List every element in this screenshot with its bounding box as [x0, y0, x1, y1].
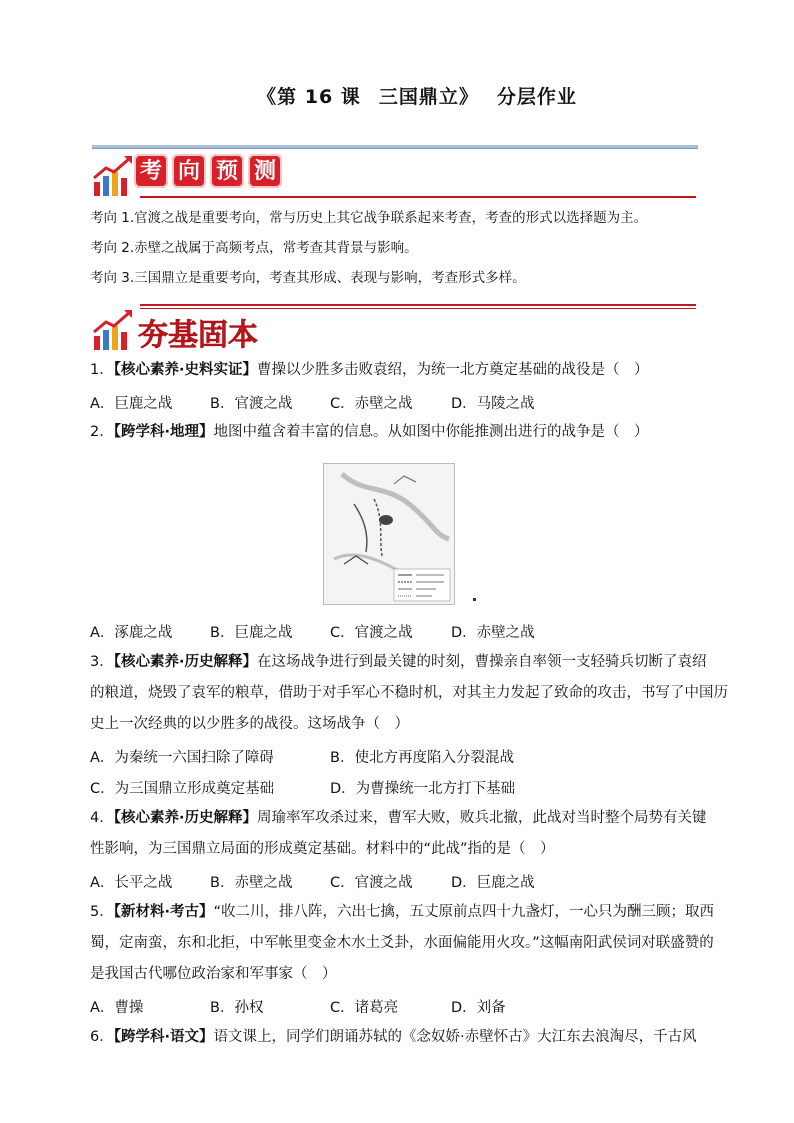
question-number: 2．	[90, 424, 114, 440]
exam-point-2: 考向 2.赤壁之战属于高频考点，常考查其背景与影响。	[90, 240, 418, 256]
option-c[interactable]: C．为三国鼎立形成奠定基础	[90, 781, 275, 797]
question-text: 周瑜率军攻杀过来，曹军大败，败兵北撤，此战对当时整个局势有关键	[257, 810, 707, 826]
question-text: 曹操以少胜多击败袁绍，为统一北方奠定基础的战役是（ ）	[257, 362, 649, 378]
option-c[interactable]: C．赤壁之战	[330, 396, 413, 412]
question-tag: 【核心素养·历史解释】	[113, 810, 257, 826]
title-part-3: 分层作业	[496, 86, 577, 108]
question-number: 6．	[90, 1029, 114, 1045]
question-number: 5．	[90, 904, 114, 920]
title-part-2: 三国鼎立》	[378, 86, 479, 108]
option-a[interactable]: A．曹操	[90, 1000, 144, 1016]
question-3-line-3: 史上一次经典的以少胜多的战役。这场战争（ ）	[90, 716, 409, 732]
question-tag: 【跨学科·语文】	[113, 1029, 214, 1045]
growth-chart-icon	[92, 152, 136, 198]
option-b[interactable]: B．官渡之战	[210, 396, 293, 412]
question-1	[90, 360, 649, 380]
option-a[interactable]: A．长平之战	[90, 875, 173, 891]
question-text: 在这场战争进行到最关键的时刻，曹操亲自率领一支轻骑兵切断了袁绍	[257, 654, 707, 670]
title-part-1: 《第 16 课	[257, 86, 361, 108]
banner-underline	[140, 196, 696, 198]
option-b[interactable]: B．孙权	[210, 1000, 264, 1016]
heading-char: 考	[134, 154, 168, 188]
question-2	[90, 422, 649, 442]
question-4-line-1	[90, 808, 707, 828]
option-d[interactable]: D．马陵之战	[451, 396, 535, 412]
option-b[interactable]: B．巨鹿之战	[210, 625, 293, 641]
section-banner-exam-forecast	[92, 152, 292, 198]
question-tag: 【跨学科·地理】	[113, 424, 214, 440]
foundation-heading: 夯基固本	[138, 318, 258, 353]
exam-point-1: 考向 1.官渡之战是重要考向，常与历史上其它战争联系起来考查，考查的形式以选择题为主。	[90, 210, 648, 226]
option-b[interactable]: B．使北方再度陷入分裂混战	[330, 750, 514, 766]
question-3-line-1	[90, 652, 707, 672]
question-text: 地图中蕴含着丰富的信息。从如图中你能推测出进行的战争是（ ）	[213, 424, 649, 440]
option-c[interactable]: C．官渡之战	[330, 625, 413, 641]
option-d[interactable]: D．为曹操统一北方打下基础	[330, 781, 516, 797]
heading-char: 测	[248, 154, 282, 188]
option-a[interactable]: A．涿鹿之战	[90, 625, 173, 641]
exam-point-3: 考向 3.三国鼎立是重要考向，考查其形成、表现与影响，考查形式多样。	[90, 270, 526, 286]
option-c[interactable]: C．诸葛亮	[330, 1000, 399, 1016]
option-d[interactable]: D．巨鹿之战	[451, 875, 535, 891]
question-6-line-1	[90, 1027, 697, 1047]
question-text: “收二川，排八阵，六出七擒，五丈原前点四十九盏灯，一心只为酬三顾；取西	[213, 904, 715, 920]
heading-char: 预	[210, 154, 244, 188]
option-a[interactable]: A．巨鹿之战	[90, 396, 173, 412]
title-divider	[92, 145, 698, 149]
question-tag: 【新材料·考古】	[113, 904, 214, 920]
option-b[interactable]: B．赤壁之战	[210, 875, 293, 891]
question-number: 1．	[90, 362, 114, 378]
question-5-line-1	[90, 902, 714, 922]
heading-char: 向	[172, 154, 206, 188]
exam-forecast-heading	[134, 154, 282, 188]
page-title	[0, 82, 794, 109]
option-a[interactable]: A．为秦统一六国扫除了障碍	[90, 750, 274, 766]
question-tag: 【核心素养·历史解释】	[113, 654, 257, 670]
question-number: 4．	[90, 810, 114, 826]
growth-chart-icon	[92, 306, 136, 352]
question-3-line-2: 的粮道，烧毁了袁军的粮草，借助于对手军心不稳时机，对其主力发起了致命的攻击，书写了中国历	[90, 685, 728, 701]
question-number: 3．	[90, 654, 114, 670]
section-banner-foundation	[92, 306, 292, 352]
option-d[interactable]: D．赤壁之战	[451, 625, 535, 641]
option-c[interactable]: C．官渡之战	[330, 875, 413, 891]
question-5-line-2: 蜀，定南蛮，东和北拒，中军帐里变金木水土爻卦，水面偏能用火攻。”这幅南阳武侯词对联盛赞的	[90, 935, 714, 951]
stray-mark	[473, 598, 476, 601]
question-tag: 【核心素养·史料实证】	[113, 362, 257, 378]
question-4-line-2: 性影响，为三国鼎立局面的形成奠定基础。材料中的“此战”指的是（ ）	[90, 841, 555, 857]
question-5-line-3: 是我国古代哪位政治家和军事家（ ）	[90, 966, 337, 982]
option-d[interactable]: D．刘备	[451, 1000, 506, 1016]
battle-route-map	[323, 463, 455, 605]
question-text: 语文课上，同学们朗诵苏轼的《念奴娇·赤壁怀古》大江东去浪淘尽，千古风	[213, 1029, 697, 1045]
